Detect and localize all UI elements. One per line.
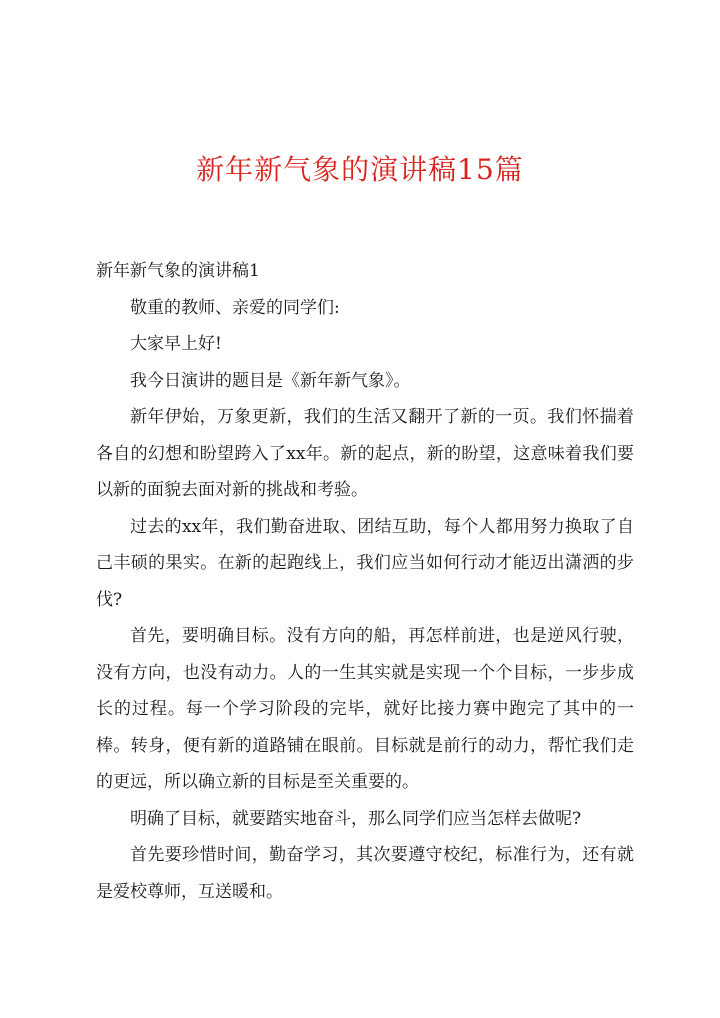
paragraph: 大家早上好! [130, 334, 222, 354]
paragraph: 我今日演讲的题目是《新年新气象》。 [130, 370, 411, 391]
paragraph: 明确了目标，就要踏实地奋斗，那么同学们应当怎样去做呢? [130, 808, 582, 829]
section-heading: 新年新气象的演讲稿1 [96, 261, 260, 281]
paragraph: 首先，要明确目标。没有方向的船，再怎样前进，也是逆风行驶，没有方向，也没有动力。人的一生其实就是实现一个个目标，一步步成长的过程。每一个学习阶段的完毕，就好比接力赛中跑完了其中的一棒。转身，便有新的道路铺在眼前。目标就是前行的动力，帮忙我们走的更远，所以确立新的目标是至关重要的。 [96, 626, 634, 792]
document-title: 新年新气象的演讲稿15篇 [196, 153, 524, 186]
document-body [96, 253, 634, 910]
paragraph: 新年伊始，万象更新，我们的生活又翻开了新的一页。我们怀揣着各自的幻想和盼望跨入了xx年。新的起点，新的盼望，这意味着我们要以新的面貌去面对新的挑战和考验。 [96, 407, 634, 500]
paragraph: 过去的xx年，我们勤奋进取、团结互助，每个人都用努力换取了自己丰硕的果实。在新的起跑线上，我们应当如何行动才能迈出潇洒的步伐? [96, 516, 634, 610]
paragraph: 首先要珍惜时间，勤奋学习，其次要遵守校纪，标准行为，还有就是爱校尊师，互送暖和。 [96, 845, 634, 902]
paragraph: 敬重的教师、亲爱的同学们: [130, 297, 340, 318]
